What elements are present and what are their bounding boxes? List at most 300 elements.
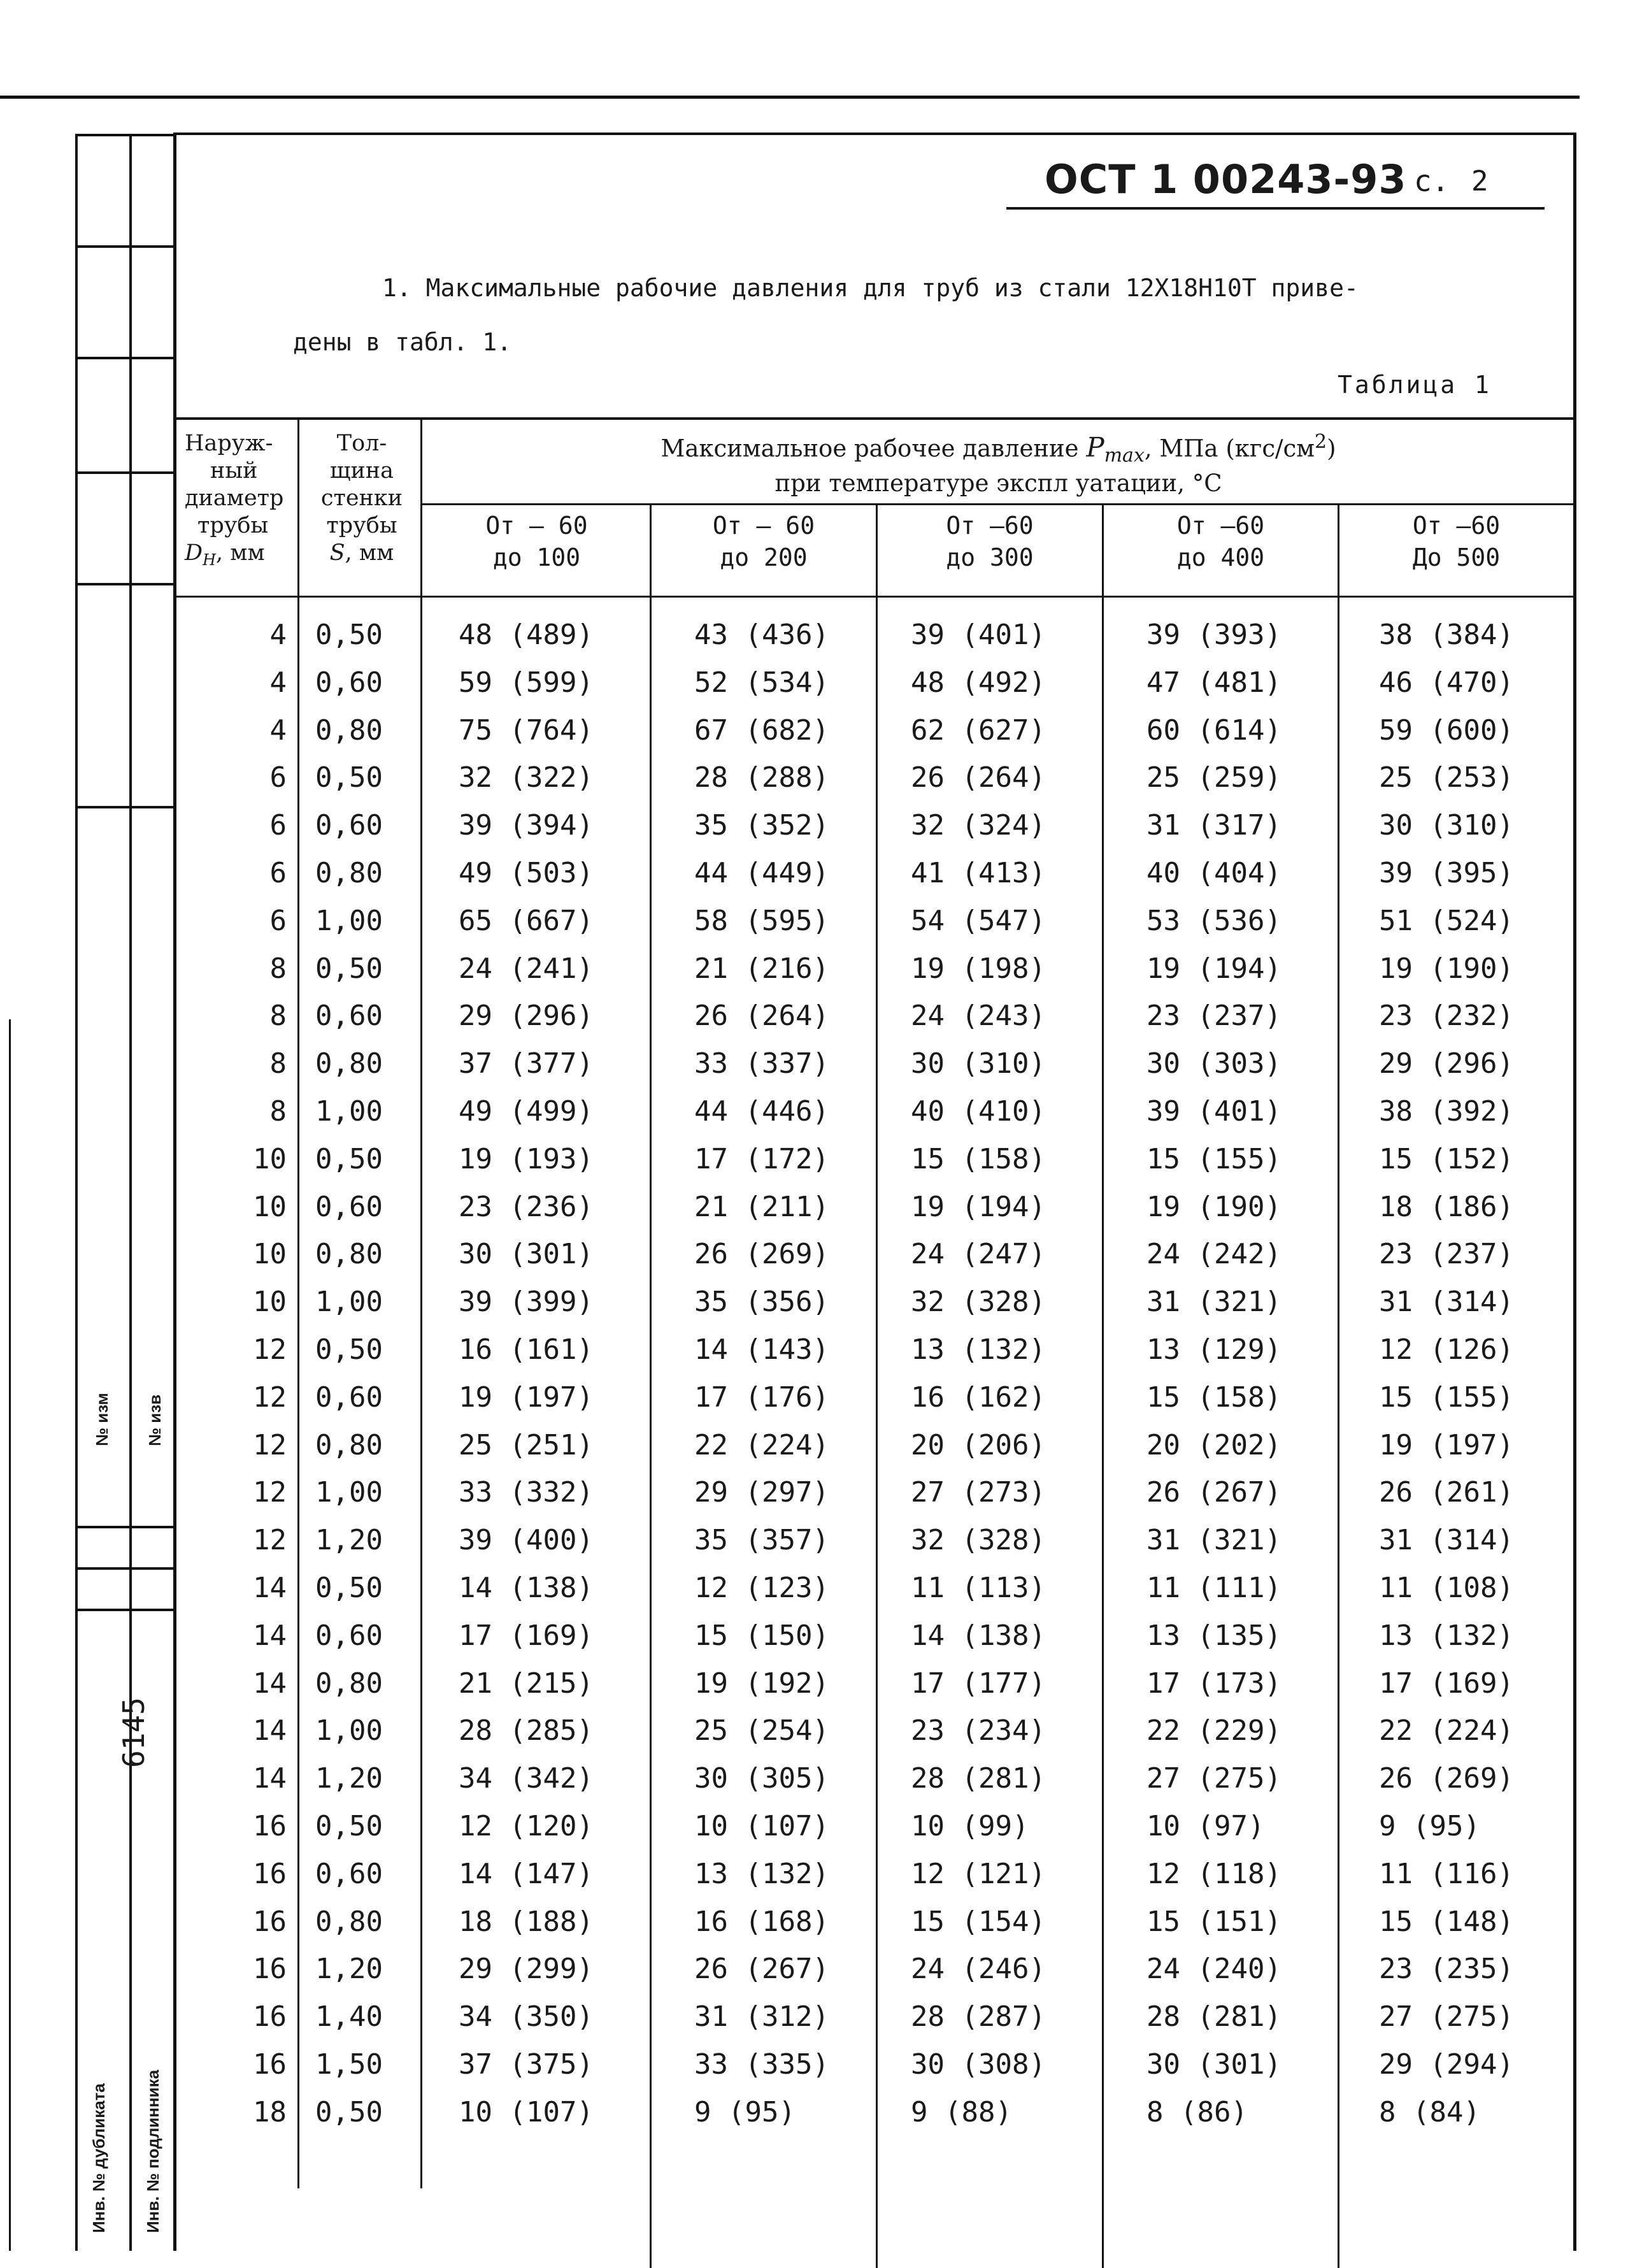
pressure-200-cell: 22 (224) xyxy=(694,1429,829,1461)
paragraph-line-1: 1. Максимальные рабочие давления для труб из стали 12Х18Н10Т приве- xyxy=(382,274,1359,302)
pressure-symbol: P xyxy=(1086,431,1104,463)
wall-thickness-cell: 0,80 xyxy=(315,1238,383,1270)
pressure-300-cell: 24 (246) xyxy=(911,1953,1046,1985)
header-outer-diameter xyxy=(185,430,296,574)
pressure-200-cell: 21 (216) xyxy=(694,952,829,985)
pressure-200-cell: 35 (352) xyxy=(694,809,829,842)
pressure-200-cell: 21 (211) xyxy=(694,1191,829,1223)
pressure-200-cell: 33 (337) xyxy=(694,1047,829,1080)
wall-thickness-cell: 0,50 xyxy=(315,761,383,794)
pressure-title-part-3: ) xyxy=(1327,434,1336,463)
pressure-300-cell: 40 (410) xyxy=(911,1095,1046,1128)
pressure-200-cell: 52 (534) xyxy=(694,666,829,699)
pressure-500-cell: 46 (470) xyxy=(1379,666,1514,699)
temp-range-5-line-2: До 500 xyxy=(1412,543,1501,571)
outer-diameter-cell: 14 xyxy=(253,1762,287,1795)
wall-thickness-cell: 1,00 xyxy=(315,1476,383,1509)
header-outer-diameter-line-5 xyxy=(185,540,296,574)
pressure-subscript: max xyxy=(1104,444,1145,467)
stamp-col-mid xyxy=(129,134,132,2251)
pressure-500-cell: 15 (152) xyxy=(1379,1143,1514,1175)
pressure-500-cell: 22 (224) xyxy=(1379,1714,1514,1747)
header-pressure-title xyxy=(424,428,1573,497)
pressure-100-cell: 49 (499) xyxy=(459,1095,594,1128)
stamp-row-5 xyxy=(75,806,175,808)
pressure-300-cell: 32 (328) xyxy=(911,1524,1046,1556)
pressure-100-cell: 30 (301) xyxy=(459,1238,594,1270)
pressure-300-cell: 11 (113) xyxy=(911,1572,1046,1604)
wall-thickness-cell: 0,60 xyxy=(315,809,383,842)
pressure-500-cell: 11 (116) xyxy=(1379,1858,1514,1890)
pressure-unit-superscript: 2 xyxy=(1315,431,1327,453)
stamp-top xyxy=(75,134,175,136)
pressure-400-cell: 39 (393) xyxy=(1146,619,1282,651)
header-outer-diameter-line-2: ный xyxy=(210,458,258,484)
pressure-300-cell: 12 (121) xyxy=(911,1858,1046,1890)
pressure-200-cell: 35 (356) xyxy=(694,1286,829,1318)
wall-thickness-cell: 0,50 xyxy=(315,2096,383,2128)
pressure-300-cell: 24 (247) xyxy=(911,1238,1046,1270)
pressure-title-part-2: , МПа (кгс/см xyxy=(1144,434,1315,463)
pressure-300-cell: 30 (310) xyxy=(911,1047,1046,1080)
pressure-200-cell: 26 (267) xyxy=(694,1953,829,1985)
outer-diameter-cell: 12 xyxy=(253,1429,287,1461)
outer-diameter-cell: 4 xyxy=(269,619,287,651)
pressure-200-cell: 15 (150) xyxy=(694,1619,829,1652)
temp-range-5 xyxy=(1339,510,1573,573)
pressure-200-cell: 35 (357) xyxy=(694,1524,829,1556)
pressure-100-cell: 34 (350) xyxy=(459,2000,594,2033)
pressure-300-cell: 16 (162) xyxy=(911,1381,1046,1414)
pressure-200-cell: 19 (192) xyxy=(694,1667,829,1700)
pressure-300-cell: 28 (281) xyxy=(911,1762,1046,1795)
pressure-400-cell: 27 (275) xyxy=(1146,1762,1282,1795)
wall-thickness-cell: 0,50 xyxy=(315,1333,383,1366)
outer-diameter-cell: 10 xyxy=(253,1143,287,1175)
pressure-500-cell: 26 (261) xyxy=(1379,1476,1514,1509)
outer-diameter-cell: 18 xyxy=(253,2096,287,2128)
header-wall-thickness-line-3: стенки xyxy=(320,485,403,511)
pressure-100-cell: 49 (503) xyxy=(459,857,594,889)
pressure-500-cell: 38 (392) xyxy=(1379,1095,1514,1128)
pressure-100-cell: 37 (375) xyxy=(459,2048,594,2081)
page-label: с. xyxy=(1414,164,1450,198)
col-sep-3 xyxy=(650,503,652,2268)
pressure-200-cell: 31 (312) xyxy=(694,2000,829,2033)
pressure-200-cell: 16 (168) xyxy=(694,1906,829,1938)
outer-diameter-cell: 12 xyxy=(253,1524,287,1556)
pressure-100-cell: 29 (296) xyxy=(459,1000,594,1032)
pressure-400-cell: 24 (242) xyxy=(1146,1238,1282,1270)
pressure-200-cell: 12 (123) xyxy=(694,1572,829,1604)
outer-diameter-cell: 16 xyxy=(253,2048,287,2081)
pressure-300-cell: 62 (627) xyxy=(911,714,1046,747)
pressure-300-cell: 19 (198) xyxy=(911,952,1046,985)
outer-diameter-cell: 6 xyxy=(269,809,287,842)
header-outer-diameter-line-4: трубы xyxy=(197,513,269,538)
pressure-200-cell: 9 (95) xyxy=(694,2096,796,2128)
outer-diameter-cell: 16 xyxy=(253,2000,287,2033)
pressure-title-line-1 xyxy=(424,428,1573,470)
pressure-400-cell: 8 (86) xyxy=(1146,2096,1248,2128)
wall-thickness-cell: 1,50 xyxy=(315,2048,383,2081)
pressure-500-cell: 15 (155) xyxy=(1379,1381,1514,1414)
temp-range-1-line-2: до 100 xyxy=(492,543,581,571)
pressure-500-cell: 31 (314) xyxy=(1379,1286,1514,1318)
outer-diameter-cell: 16 xyxy=(253,1810,287,1842)
temp-range-2 xyxy=(652,510,876,573)
diameter-unit: , мм xyxy=(216,540,265,566)
pressure-500-cell: 23 (237) xyxy=(1379,1238,1514,1270)
pressure-400-cell: 60 (614) xyxy=(1146,714,1282,747)
wall-thickness-cell: 1,00 xyxy=(315,1095,383,1128)
pressure-100-cell: 39 (394) xyxy=(459,809,594,842)
notice-number-label: № изв xyxy=(145,1394,164,1446)
pressure-100-cell: 28 (285) xyxy=(459,1714,594,1747)
pressure-500-cell: 19 (190) xyxy=(1379,952,1514,985)
pressure-400-cell: 13 (129) xyxy=(1146,1333,1282,1366)
pressure-200-cell: 10 (107) xyxy=(694,1810,829,1842)
pressure-200-cell: 44 (446) xyxy=(694,1095,829,1128)
document-header xyxy=(1006,156,1535,213)
pressure-100-cell: 33 (332) xyxy=(459,1476,594,1509)
header-wall-thickness xyxy=(304,430,419,567)
pressure-300-cell: 20 (206) xyxy=(911,1429,1046,1461)
pressure-100-cell: 29 (299) xyxy=(459,1953,594,1985)
pressure-200-cell: 17 (176) xyxy=(694,1381,829,1414)
temp-range-1 xyxy=(424,510,650,573)
pressure-400-cell: 17 (173) xyxy=(1146,1667,1282,1700)
change-number-label: № изм xyxy=(92,1393,111,1446)
pressure-500-cell: 23 (232) xyxy=(1379,1000,1514,1032)
pressure-500-cell: 25 (253) xyxy=(1379,761,1514,794)
pressure-300-cell: 32 (324) xyxy=(911,809,1046,842)
temp-range-4-line-1: От –60 xyxy=(1176,512,1265,540)
pressure-100-cell: 23 (236) xyxy=(459,1191,594,1223)
pressure-100-cell: 19 (197) xyxy=(459,1381,594,1414)
pressure-500-cell: 8 (84) xyxy=(1379,2096,1480,2128)
wall-thickness-cell: 1,00 xyxy=(315,1286,383,1318)
wall-thickness-cell: 1,40 xyxy=(315,2000,383,2033)
wall-thickness-cell: 0,60 xyxy=(315,666,383,699)
pressure-300-cell: 23 (234) xyxy=(911,1714,1046,1747)
pressure-100-cell: 48 (489) xyxy=(459,619,594,651)
outer-diameter-cell: 6 xyxy=(269,761,287,794)
outer-diameter-cell: 12 xyxy=(253,1476,287,1509)
pressure-300-cell: 24 (243) xyxy=(911,1000,1046,1032)
header-split-line xyxy=(420,503,1574,505)
pressure-300-cell: 48 (492) xyxy=(911,666,1046,699)
pressure-500-cell: 29 (296) xyxy=(1379,1047,1514,1080)
wall-thickness-cell: 0,50 xyxy=(315,1810,383,1842)
pressure-200-cell: 13 (132) xyxy=(694,1858,829,1890)
outer-diameter-cell: 16 xyxy=(253,1906,287,1938)
pressure-100-cell: 34 (342) xyxy=(459,1762,594,1795)
stamp-row-7 xyxy=(75,1567,175,1570)
pressure-title-line-2: при температуре экспл уатации, °С xyxy=(775,469,1222,497)
col-sep-1 xyxy=(297,417,299,2188)
pressure-400-cell: 12 (118) xyxy=(1146,1858,1282,1890)
wall-thickness-cell: 0,80 xyxy=(315,1429,383,1461)
pressure-200-cell: 25 (254) xyxy=(694,1714,829,1747)
pressure-100-cell: 39 (400) xyxy=(459,1524,594,1556)
wall-thickness-cell: 1,20 xyxy=(315,1953,383,1985)
frame-top-border xyxy=(173,133,1576,135)
frame-right-border xyxy=(1573,134,1576,2251)
outer-diameter-cell: 10 xyxy=(253,1286,287,1318)
col-sep-2 xyxy=(420,417,422,2188)
temp-range-1-line-1: От – 60 xyxy=(485,512,588,540)
pressure-400-cell: 25 (259) xyxy=(1146,761,1282,794)
stamp-row-1 xyxy=(75,245,175,248)
pressure-100-cell: 37 (377) xyxy=(459,1047,594,1080)
outer-diameter-cell: 6 xyxy=(269,857,287,889)
pressure-300-cell: 54 (547) xyxy=(911,905,1046,937)
wall-thickness-cell: 0,50 xyxy=(315,1572,383,1604)
temp-range-3 xyxy=(878,510,1102,573)
outer-diameter-cell: 4 xyxy=(269,666,287,699)
top-rule xyxy=(0,96,1580,99)
wall-thickness-cell: 0,60 xyxy=(315,1000,383,1032)
pressure-200-cell: 30 (305) xyxy=(694,1762,829,1795)
pressure-500-cell: 12 (126) xyxy=(1379,1333,1514,1366)
pressure-400-cell: 11 (111) xyxy=(1146,1572,1282,1604)
pressure-100-cell: 39 (399) xyxy=(459,1286,594,1318)
pressure-100-cell: 17 (169) xyxy=(459,1619,594,1652)
pressure-300-cell: 17 (177) xyxy=(911,1667,1046,1700)
pressure-500-cell: 38 (384) xyxy=(1379,619,1514,651)
wall-thickness-cell: 1,00 xyxy=(315,905,383,937)
pressure-400-cell: 19 (190) xyxy=(1146,1191,1282,1223)
thickness-unit: , мм xyxy=(345,540,394,566)
pressure-300-cell: 39 (401) xyxy=(911,619,1046,651)
wall-thickness-cell: 0,80 xyxy=(315,714,383,747)
outer-diameter-cell: 14 xyxy=(253,1572,287,1604)
pressure-300-cell: 28 (287) xyxy=(911,2000,1046,2033)
pressure-400-cell: 15 (158) xyxy=(1146,1381,1282,1414)
table-caption: Таблица 1 xyxy=(1338,371,1492,399)
pressure-500-cell: 13 (132) xyxy=(1379,1619,1514,1652)
frame-left-border xyxy=(173,134,176,2251)
wall-thickness-cell: 0,80 xyxy=(315,857,383,889)
col-sep-6 xyxy=(1338,503,1339,2268)
pressure-400-cell: 26 (267) xyxy=(1146,1476,1282,1509)
pressure-100-cell: 16 (161) xyxy=(459,1333,594,1366)
pressure-200-cell: 67 (682) xyxy=(694,714,829,747)
pressure-100-cell: 18 (188) xyxy=(459,1906,594,1938)
pressure-500-cell: 9 (95) xyxy=(1379,1810,1480,1842)
pressure-100-cell: 25 (251) xyxy=(459,1429,594,1461)
pressure-400-cell: 15 (151) xyxy=(1146,1906,1282,1938)
pressure-500-cell: 31 (314) xyxy=(1379,1524,1514,1556)
pressure-100-cell: 21 (215) xyxy=(459,1667,594,1700)
pressure-400-cell: 30 (303) xyxy=(1146,1047,1282,1080)
wall-thickness-cell: 0,60 xyxy=(315,1858,383,1890)
pressure-500-cell: 23 (235) xyxy=(1379,1953,1514,1985)
wall-thickness-cell: 0,60 xyxy=(315,1191,383,1223)
temp-range-2-line-1: От – 60 xyxy=(712,512,815,540)
wall-thickness-cell: 1,20 xyxy=(315,1524,383,1556)
pressure-300-cell: 14 (138) xyxy=(911,1619,1046,1652)
pressure-500-cell: 18 (186) xyxy=(1379,1191,1514,1223)
pressure-500-cell: 39 (395) xyxy=(1379,857,1514,889)
outer-diameter-cell: 16 xyxy=(253,1953,287,1985)
pressure-400-cell: 20 (202) xyxy=(1146,1429,1282,1461)
pressure-300-cell: 19 (194) xyxy=(911,1191,1046,1223)
wall-thickness-cell: 0,80 xyxy=(315,1667,383,1700)
pressure-400-cell: 39 (401) xyxy=(1146,1095,1282,1128)
pressure-500-cell: 27 (275) xyxy=(1379,2000,1514,2033)
pressure-200-cell: 26 (264) xyxy=(694,1000,829,1032)
temp-range-3-line-2: до 300 xyxy=(946,543,1034,571)
pressure-400-cell: 31 (321) xyxy=(1146,1524,1282,1556)
wall-thickness-cell: 0,50 xyxy=(315,1143,383,1175)
col-sep-4 xyxy=(876,503,878,2268)
temp-range-2-line-2: до 200 xyxy=(720,543,808,571)
outer-diameter-cell: 14 xyxy=(253,1714,287,1747)
pressure-500-cell: 15 (148) xyxy=(1379,1906,1514,1938)
pressure-100-cell: 19 (193) xyxy=(459,1143,594,1175)
pressure-400-cell: 15 (155) xyxy=(1146,1143,1282,1175)
page-number: 2 xyxy=(1471,165,1489,197)
pressure-500-cell: 19 (197) xyxy=(1379,1429,1514,1461)
stamp-row-3 xyxy=(75,471,175,474)
duplicate-inventory-label: Инв. № дубликата xyxy=(89,2083,108,2233)
pressure-400-cell: 30 (301) xyxy=(1146,2048,1282,2081)
temp-range-4 xyxy=(1104,510,1338,573)
wall-thickness-cell: 0,80 xyxy=(315,1047,383,1080)
diameter-symbol: D xyxy=(185,540,203,566)
pressure-200-cell: 33 (335) xyxy=(694,2048,829,2081)
pressure-300-cell: 32 (328) xyxy=(911,1286,1046,1318)
pressure-300-cell: 26 (264) xyxy=(911,761,1046,794)
paragraph-line-2: дены в табл. 1. xyxy=(293,328,512,356)
pressure-400-cell: 40 (404) xyxy=(1146,857,1282,889)
pressure-title-part-1: Максимальное рабочее давление xyxy=(660,434,1087,463)
pressure-300-cell: 27 (273) xyxy=(911,1476,1046,1509)
outer-diameter-cell: 8 xyxy=(269,1047,287,1080)
stamp-row-4 xyxy=(75,583,175,585)
pressure-500-cell: 29 (294) xyxy=(1379,2048,1514,2081)
pressure-500-cell: 59 (600) xyxy=(1379,714,1514,747)
pressure-100-cell: 14 (147) xyxy=(459,1858,594,1890)
pressure-300-cell: 13 (132) xyxy=(911,1333,1046,1366)
pressure-300-cell: 9 (88) xyxy=(911,2096,1012,2128)
pressure-100-cell: 24 (241) xyxy=(459,952,594,985)
pressure-500-cell: 26 (269) xyxy=(1379,1762,1514,1795)
pressure-400-cell: 19 (194) xyxy=(1146,952,1282,985)
pressure-500-cell: 17 (169) xyxy=(1379,1667,1514,1700)
pressure-300-cell: 41 (413) xyxy=(911,857,1046,889)
wall-thickness-cell: 0,60 xyxy=(315,1619,383,1652)
outer-diameter-cell: 16 xyxy=(253,1858,287,1890)
table-top-border xyxy=(176,417,1574,420)
pressure-200-cell: 17 (172) xyxy=(694,1143,829,1175)
outer-diameter-cell: 8 xyxy=(269,952,287,985)
thickness-symbol: S xyxy=(329,540,345,566)
duplicate-number: 6145 xyxy=(117,1697,151,1768)
pressure-400-cell: 28 (281) xyxy=(1146,2000,1282,2033)
pressure-400-cell: 13 (135) xyxy=(1146,1619,1282,1652)
pressure-200-cell: 29 (297) xyxy=(694,1476,829,1509)
outer-diameter-cell: 10 xyxy=(253,1191,287,1223)
temp-range-5-line-1: От –60 xyxy=(1412,512,1501,540)
pressure-100-cell: 12 (120) xyxy=(459,1810,594,1842)
outer-diameter-cell: 6 xyxy=(269,905,287,937)
pressure-300-cell: 30 (308) xyxy=(911,2048,1046,2081)
outer-diameter-cell: 10 xyxy=(253,1238,287,1270)
pressure-100-cell: 10 (107) xyxy=(459,2096,594,2128)
outer-diameter-cell: 12 xyxy=(253,1381,287,1414)
pressure-400-cell: 22 (229) xyxy=(1146,1714,1282,1747)
pressure-300-cell: 15 (158) xyxy=(911,1143,1046,1175)
pressure-100-cell: 14 (138) xyxy=(459,1572,594,1604)
pressure-400-cell: 31 (321) xyxy=(1146,1286,1282,1318)
stamp-row-6 xyxy=(75,1526,175,1528)
temp-range-4-line-2: до 400 xyxy=(1176,543,1265,571)
header-outer-diameter-line-3: диаметр xyxy=(185,485,284,511)
outer-diameter-cell: 14 xyxy=(253,1667,287,1700)
header-wall-thickness-line-4: трубы xyxy=(326,513,397,538)
outer-diameter-cell: 8 xyxy=(269,1000,287,1032)
pressure-300-cell: 15 (154) xyxy=(911,1906,1046,1938)
wall-thickness-cell: 0,60 xyxy=(315,1381,383,1414)
stamp-row-8 xyxy=(75,1609,175,1611)
original-inventory-label: Инв. № подлинника xyxy=(143,2069,162,2233)
header-wall-thickness-line-1: Тол- xyxy=(336,431,387,456)
header-wall-thickness-line-2: щина xyxy=(329,458,394,484)
diameter-subscript: Н xyxy=(203,551,216,569)
pressure-400-cell: 23 (237) xyxy=(1146,1000,1282,1032)
outer-diameter-cell: 14 xyxy=(253,1619,287,1652)
pressure-100-cell: 59 (599) xyxy=(459,666,594,699)
col-sep-5 xyxy=(1102,503,1104,2268)
pressure-100-cell: 32 (322) xyxy=(459,761,594,794)
outer-diameter-cell: 12 xyxy=(253,1333,287,1366)
document-code: ОСТ 1 00243-93 xyxy=(1045,156,1407,203)
pressure-400-cell: 24 (240) xyxy=(1146,1953,1282,1985)
outer-diameter-cell: 8 xyxy=(269,1095,287,1128)
pressure-400-cell: 31 (317) xyxy=(1146,809,1282,842)
stamp-row-2 xyxy=(75,357,175,359)
pressure-400-cell: 47 (481) xyxy=(1146,666,1282,699)
outer-diameter-cell: 4 xyxy=(269,714,287,747)
header-wall-thickness-line-5 xyxy=(304,540,419,567)
wall-thickness-cell: 1,00 xyxy=(315,1714,383,1747)
wall-thickness-cell: 0,80 xyxy=(315,1906,383,1938)
pressure-400-cell: 53 (536) xyxy=(1146,905,1282,937)
pressure-200-cell: 26 (269) xyxy=(694,1238,829,1270)
pressure-300-cell: 10 (99) xyxy=(911,1810,1029,1842)
temp-range-3-line-1: От –60 xyxy=(946,512,1034,540)
pressure-200-cell: 44 (449) xyxy=(694,857,829,889)
wall-thickness-cell: 1,20 xyxy=(315,1762,383,1795)
stamp-col-outer xyxy=(75,134,78,2251)
header-underline xyxy=(1006,207,1545,210)
pressure-200-cell: 58 (595) xyxy=(694,905,829,937)
pressure-400-cell: 10 (97) xyxy=(1146,1810,1265,1842)
header-outer-diameter-line-1: Наруж- xyxy=(185,431,273,456)
pressure-500-cell: 51 (524) xyxy=(1379,905,1514,937)
pressure-200-cell: 43 (436) xyxy=(694,619,829,651)
pressure-100-cell: 65 (667) xyxy=(459,905,594,937)
wall-thickness-cell: 0,50 xyxy=(315,952,383,985)
page-edge-left xyxy=(9,1019,11,2251)
pressure-200-cell: 28 (288) xyxy=(694,761,829,794)
pressure-100-cell: 75 (764) xyxy=(459,714,594,747)
pressure-200-cell: 14 (143) xyxy=(694,1333,829,1366)
pressure-500-cell: 11 (108) xyxy=(1379,1572,1514,1604)
